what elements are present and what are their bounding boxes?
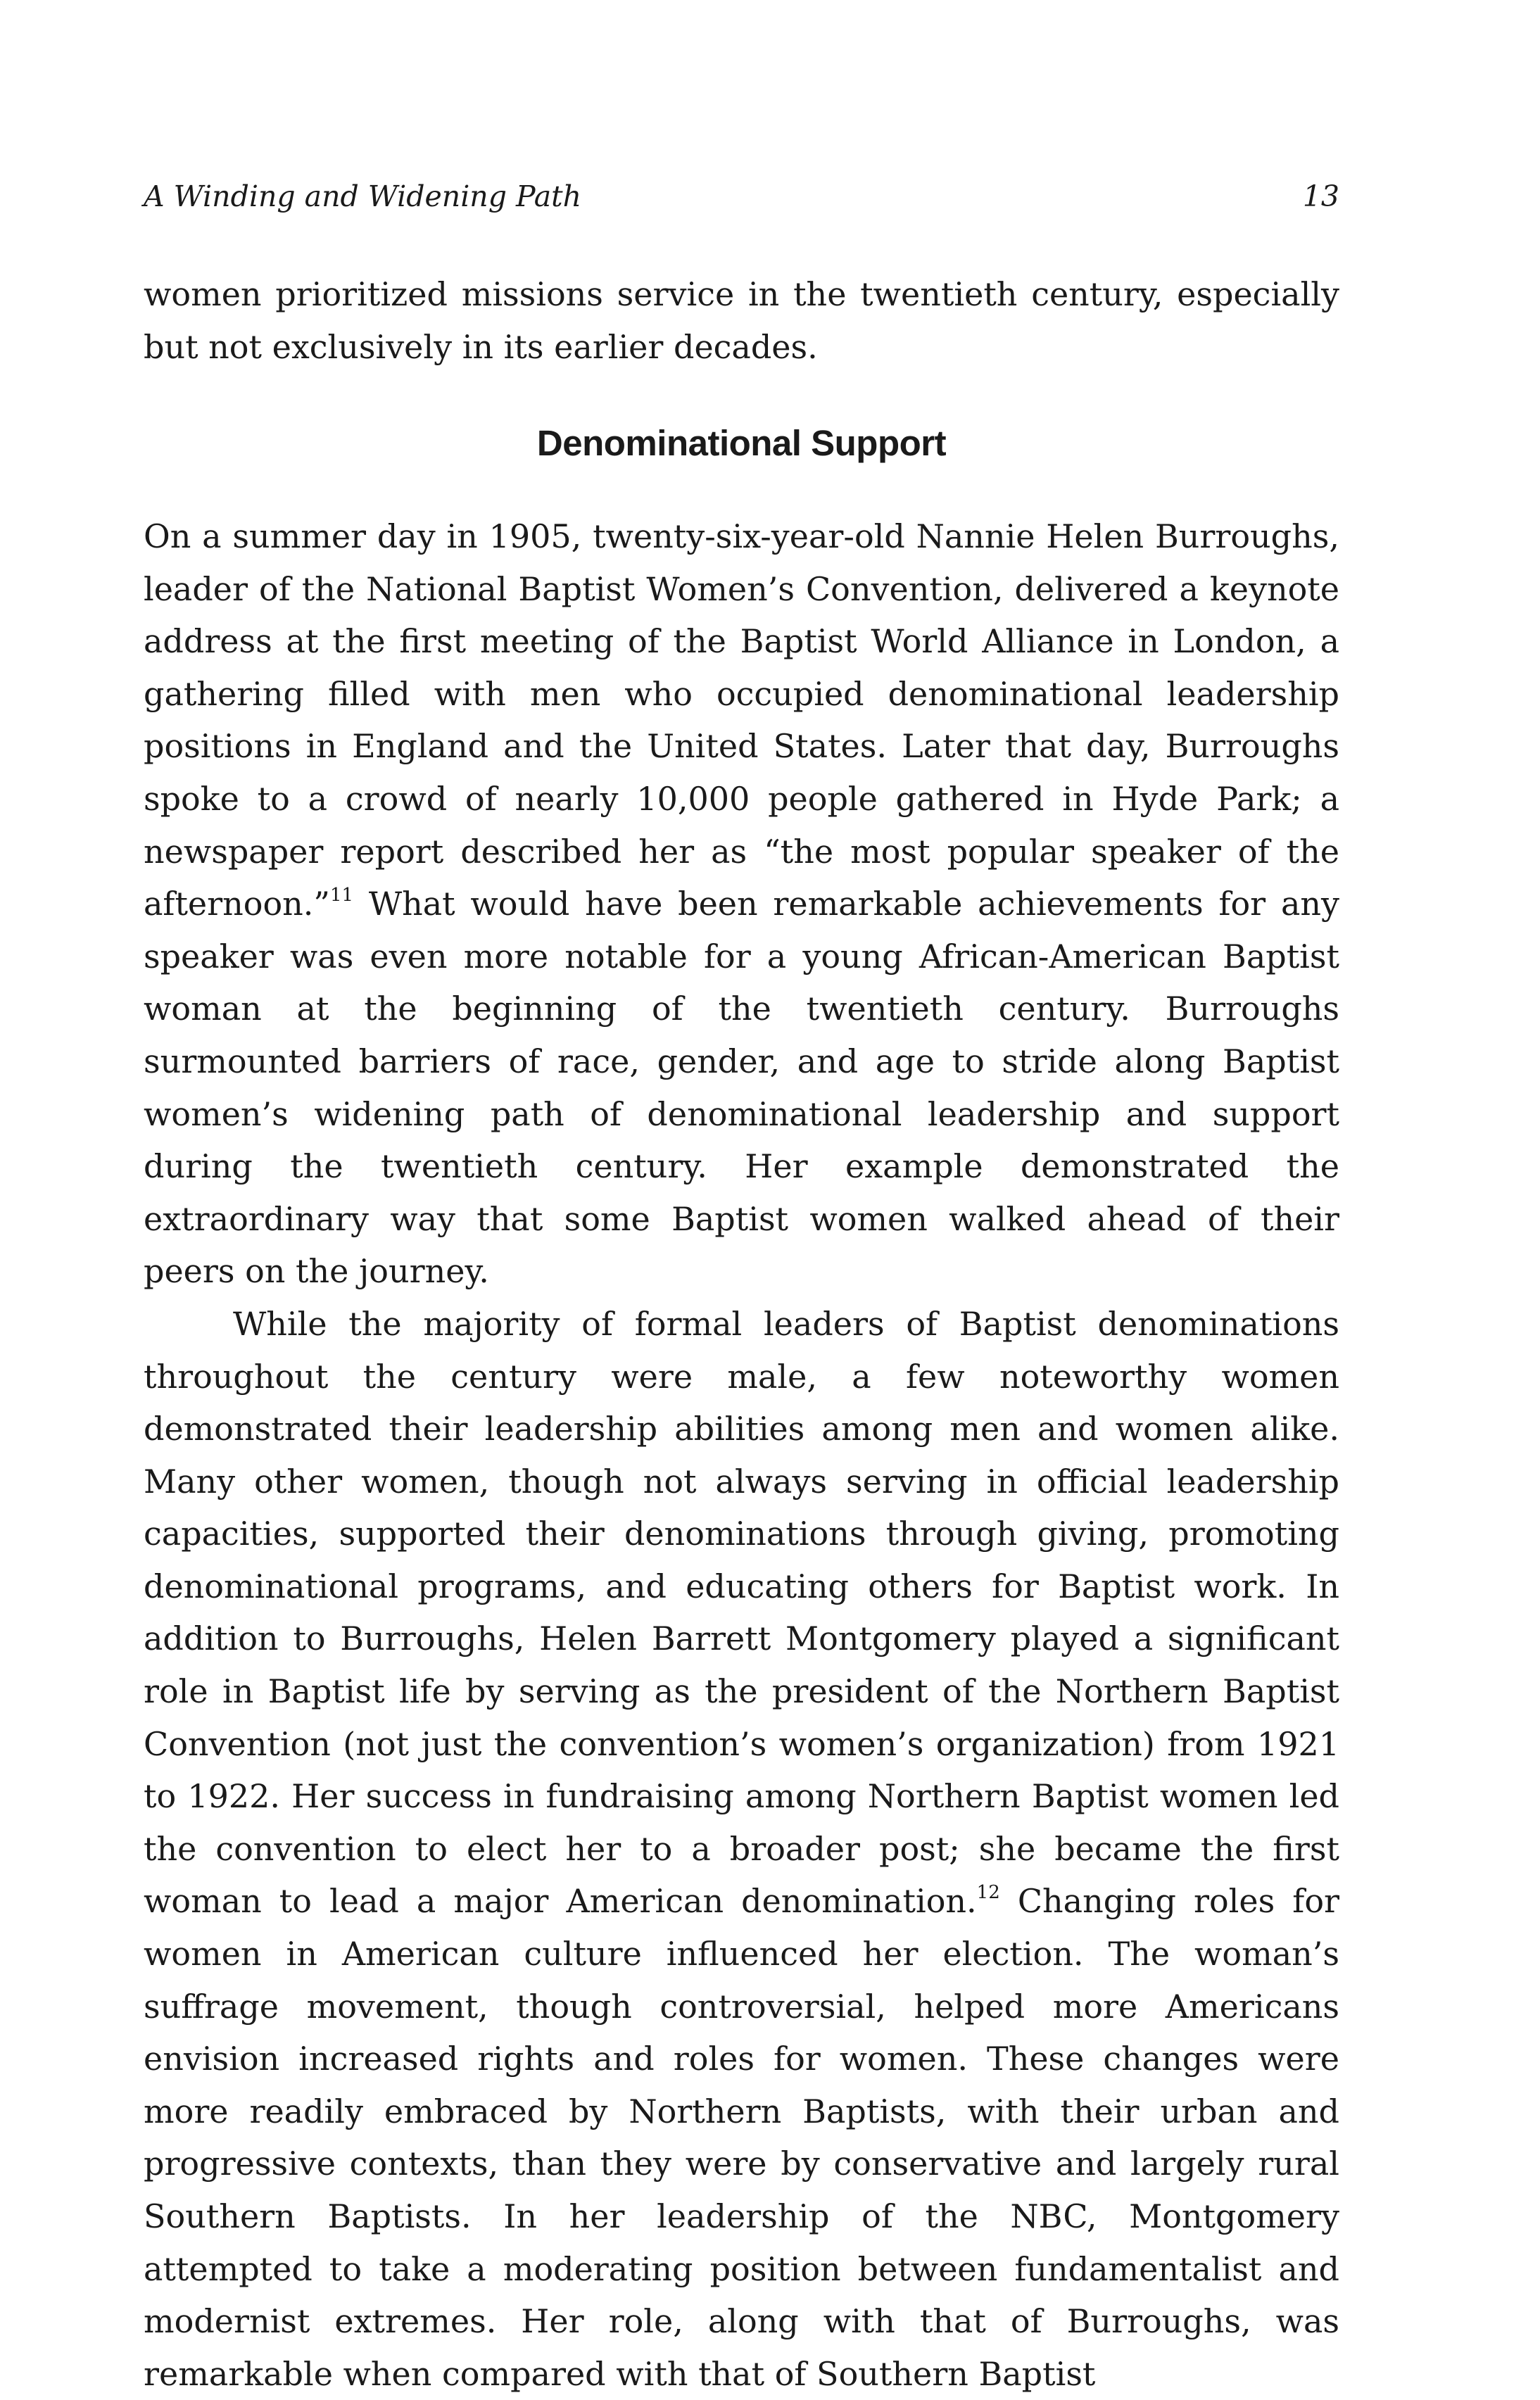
section-heading: Denominational Support [536,423,947,463]
footnote-marker-11: 11 [329,884,354,906]
footnote-marker-12: 12 [976,1882,1000,1904]
running-title: A Winding and Widening Path [144,179,582,213]
paragraph-1 [144,510,1339,1298]
paragraph-2 [144,1298,1339,2400]
paragraph-1-text-a: On a summer day in 1905, twenty-six-year-old Nannie Helen Burroughs, leader of the National Baptist Women’s Convention, delivered a keynote address at the first meeting of the Baptist World Alliance in London, a gathering filled with men who occupied denominational leadership positions in England and the United States. Later that day, Burroughs spoke to a crowd of nearly 10,000 people gathered in Hyde Park; a newspaper report described her as “the most popular speaker of the afternoon.” [144,517,1339,923]
page-number: 13 [1302,179,1339,213]
paragraph-2-text-a: While the majority of formal leaders of Baptist denominations throughout the century were male, a few noteworthy women demonstrated their leadership abilities among men and women alike. Many other women, though not always serving in official leadership capacities, supported their denominations through giving, promoting denominational programs, and educating others for Baptist work. In addition to Burroughs, Helen Barrett Montgomery played a significant role in Baptist life by serving as the president of the Northern Baptist Convention (not just the convention’s women’s organization) from 1921 to 1922. Her success in fundraising among Northern Baptist women led the convention to elect her to a broader post; she became the first woman to lead a major American denomination. [144,1304,1339,1921]
continuation-text: women prioritized missions service in the twentieth century, especially but not exclusively in its earlier decades. [144,275,1339,366]
paragraph-2-text-b: Changing roles for women in American culture influenced her election. The woman’s suffrage movement, though controversial, helped more Americans envision increased rights and roles for women. These changes were more readily embraced by Northern Baptists, with their urban and progressive contexts, than they were by conservative and largely rural Southern Baptists. In her leadership of the NBC, Montgomery attempted to take a moderating position between fundamentalist and modernist extremes. Her role, along with that of Burroughs, was remarkable when compared with that of Southern Baptist [144,1882,1339,2393]
running-head [144,179,1339,222]
body-text [144,510,1339,2400]
continuation-paragraph [144,268,1339,373]
paragraph-1-text-b: What would have been remarkable achievements for any speaker was even more notable for a young African-American Baptist woman at the beginning of the twentieth century. Burroughs surmounted barriers of race, gender, and age to stride along Baptist women’s widening path of denominational leadership and support during the twentieth century. Her example demonstrated the extraordinary way that some Baptist women walked ahead of their peers on the journey. [144,885,1339,1291]
